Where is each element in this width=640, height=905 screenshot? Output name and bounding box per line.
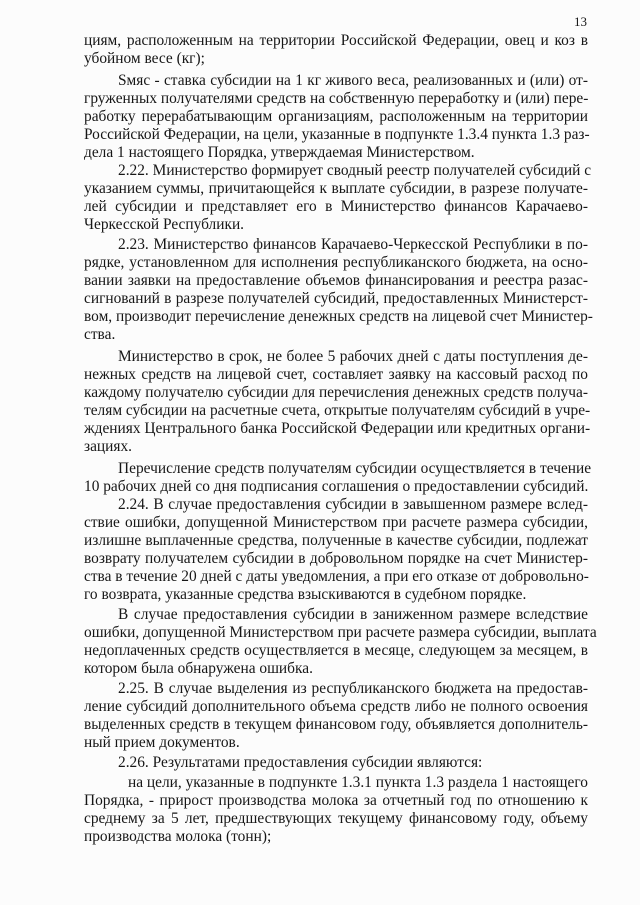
text-line: 2.22. Министерство формирует сводный реестр получателей субсидий с <box>118 162 592 179</box>
text-line: 2.23. Министерство финансов Карачаево-Черкесской Республики в по- <box>118 236 588 253</box>
text-line: го возврата, указанные средства взыскиваются в судебном порядке. <box>84 586 527 603</box>
text-line: ствие ошибки, допущенной Министерством при расчете размера субсидии, <box>84 514 588 531</box>
text-line: Порядка, - прирост производства молока за отчетный год по отношению к <box>84 792 588 809</box>
text-line: Российской Федерации, на цели, указанные в подпункте 1.3.4 пункта 1.3 раз- <box>84 126 590 143</box>
text-line: нежных средств на лицевой счет, составляет заявку на кассовый расход по <box>84 366 588 383</box>
text-line: каждому получателю субсидии для перечисления денежных средств получа- <box>84 384 588 401</box>
text-line: на цели, указанные в подпункте 1.3.1 пункта 1.3 раздела 1 настоящего <box>128 774 588 791</box>
text-line: ошибки, допущенной Министерством при расчете размера субсидии, выплата <box>84 624 597 641</box>
text-line: 2.26. Результатами предоставления субсидии являются: <box>118 754 483 771</box>
text-line: сигнований в разрезе получателей субсидий, предоставленных Министерст- <box>84 290 588 307</box>
text-line: котором была обнаружена ошибка. <box>84 660 313 677</box>
text-line: Перечисление средств получателям субсидии осуществляется в течение <box>118 460 592 477</box>
text-line: недоплаченных средств осуществляется в месяце, следующем за месяцем, в <box>84 642 588 659</box>
text-line: груженных получателями средств на собственную переработку и (или) пере- <box>84 90 589 107</box>
text-line: среднему за 5 лет, предшествующих текущему финансовому году, объему <box>84 810 588 827</box>
text-line: ный прием документов. <box>84 734 240 751</box>
text-line: циям, расположенным на территории Российской Федерации, овец и коз в <box>84 32 588 49</box>
text-line: Черкесской Республики. <box>84 216 245 233</box>
text-line: излишне выплаченные средства, полученные в качестве субсидии, подлежат <box>84 532 588 549</box>
text-line: работку перерабатывающим организациям, расположенным на территории <box>84 108 588 125</box>
text-line: лей субсидии и представляет его в Министерство финансов Карачаево- <box>84 198 588 215</box>
text-line: 10 рабочих дней со дня подписания соглашения о предоставлении субсидий. <box>84 478 589 495</box>
text-line: вом, производит перечисление денежных средств на лицевой счет Министер- <box>84 308 593 325</box>
text-line: зациях. <box>84 438 133 455</box>
text-line: телям субсидии на расчетные счета, открытые получателям субсидий в учре- <box>84 402 591 419</box>
text-line: Министерство в срок, не более 5 рабочих дней с даты поступления де- <box>118 348 588 365</box>
text-line: возврату получателем субсидии в добровольном порядке на счет Министер- <box>84 550 588 567</box>
text-line: производства молока (тонн); <box>84 828 272 845</box>
text-line: ление субсидий дополнительного объема средств либо не полного освоения <box>84 698 588 715</box>
text-line: выделенных средств в текущем финансовом году, объявляется дополнитель- <box>84 716 588 733</box>
text-line: ства. <box>84 326 116 343</box>
page-number: 13 <box>574 14 587 29</box>
text-line: указанием суммы, причитающейся к выплате субсидии, в разрезе получате- <box>84 180 588 197</box>
text-line: Sмяс - ставка субсидии на 1 кг живого веса, реализованных и (или) от- <box>118 72 588 89</box>
text-line: В случае предоставления субсидии в заниженном размере вследствие <box>118 606 588 623</box>
text-line: дела 1 настоящего Порядка, утверждаемая Министерством. <box>84 144 475 161</box>
text-line: рядке, установленном для исполнения республиканского бюджета, на осно- <box>84 254 588 271</box>
text-line: убойном весе (кг); <box>84 50 205 67</box>
text-line: 2.25. В случае выделения из республиканского бюджета на предостав- <box>118 680 588 697</box>
text-line: 2.24. В случае предоставления субсидии в завышенном размере вслед- <box>118 496 588 513</box>
text-line: ждениях Центрального банка Российской Федерации или кредитных органи- <box>84 420 591 437</box>
text-line: вании заявки на предоставление объемов финансирования и реестра разас- <box>84 272 588 289</box>
text-line: ства в течение 20 дней с даты уведомления, а при его отказе от добровольно- <box>84 568 589 585</box>
